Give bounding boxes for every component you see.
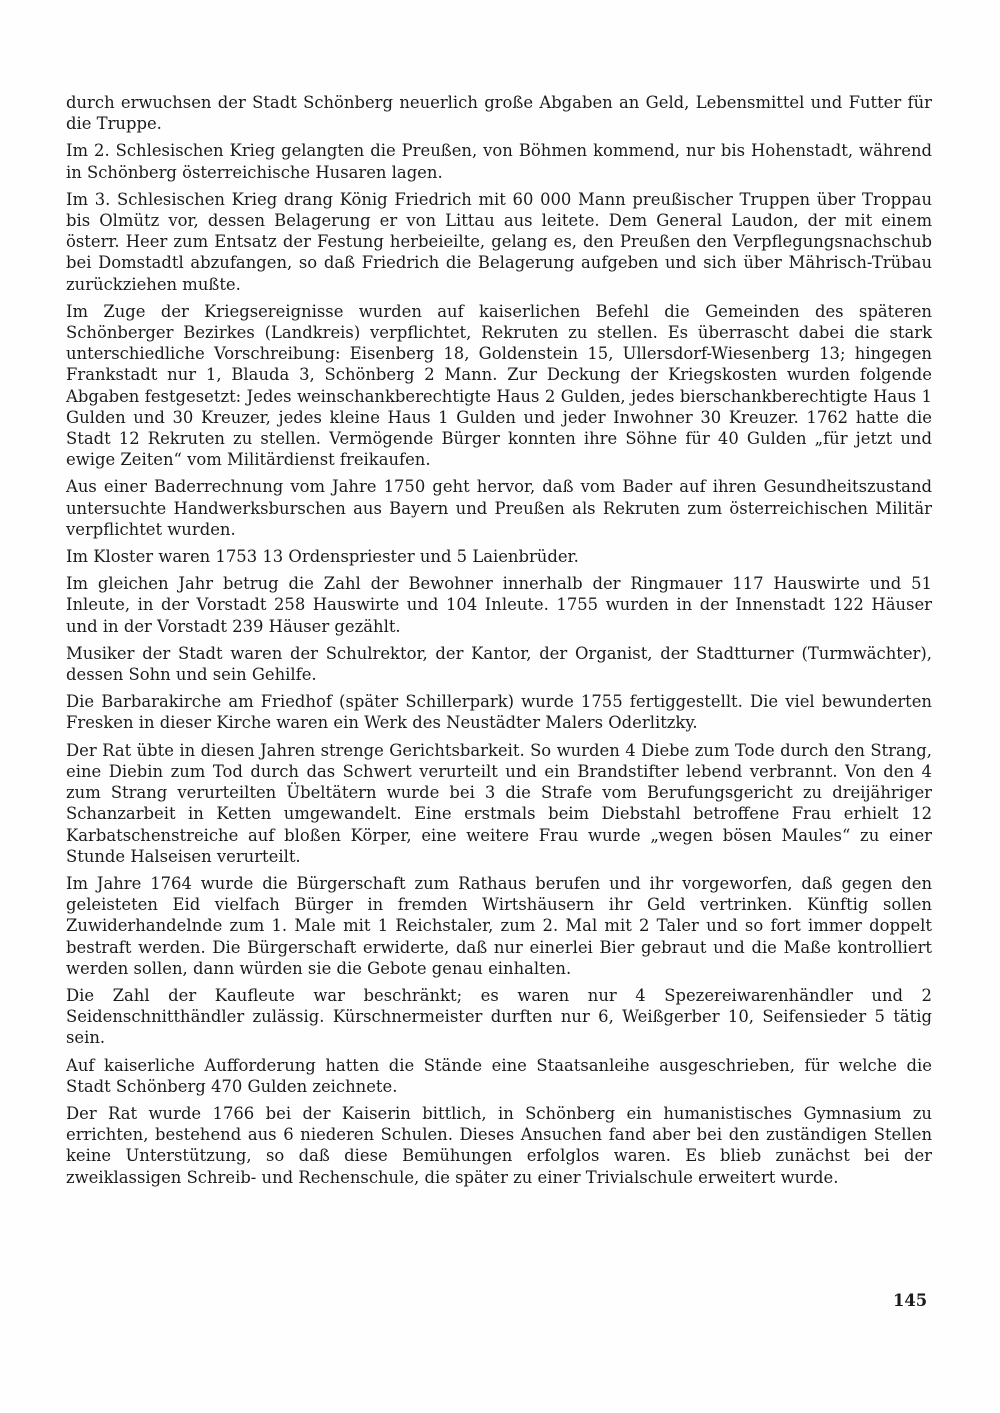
paragraph-gymnasium: Der Rat wurde 1766 bei der Kaiserin bittlich, in Schönberg ein humanistisches Gymnasium zu errichten, bestehend aus 6 niederen Schulen. Dieses Ansuchen fand aber bei den zuständigen Stellen keine Unterstützung, so daß diese Bemühungen erfolglos waren. Es blieb zunächst bei der zweiklassigen Schreib- und Rechenschule, die später zu einer Trivialschule erweitert wurde. xyxy=(66,1103,932,1187)
paragraph-population: Im gleichen Jahr betrug die Zahl der Bewohner innerhalb der Ringmauer 117 Hauswirte und 51 Inleute, in der Vorstadt 258 Hauswirte und 104 Inleute. 1755 wurden in der Innenstadt 122 Häuser und in der Vorstadt 239 Häuser gezählt. xyxy=(66,574,932,636)
paragraph-citizenry-1764: Im Jahre 1764 wurde die Bürgerschaft zum Rathaus berufen und ihr vorgeworfen, daß gegen den geleisteten Eid vielfach Bürger in fremden Wirtshäusern ihr Geld vertrinken. Künftig sollen Zuwiderhandelnde zum 1. Male mit 1 Reichstaler, zum 2. Mal mit 2 Taler und so fort immer doppelt bestraft werden. Die Bürgerschaft erwiderte, daß nur einerlei Bier gebraut und die Maße kontrolliert werden sollen, dann würden sie die Gebote genau einhalten. xyxy=(66,873,932,978)
paragraph-musicians: Musiker der Stadt waren der Schulrektor, der Kantor, der Organist, der Stadtturner (Turmwächter), dessen Sohn und sein Gehilfe. xyxy=(66,643,932,685)
paragraph-second-silesian-war: Im 2. Schlesischen Krieg gelangten die Preußen, von Böhmen kommend, nur bis Hohenstadt, während in Schönberg österreichische Husaren lagen. xyxy=(66,141,932,182)
paragraph-recruits: Im Zuge der Kriegsereignisse wurden auf kaiserlichen Befehl die Gemeinden des späteren Schönberger Bezirkes (Landkreis) verpflichtet, Rekruten zu stellen. Es überrascht dabei die stark unterschiedliche Vorschreibung: Eisenberg 18, Goldenstein 15, Ullersdorf-Wiesenberg 13; hingegen Frankstadt nur 1, Blauda 3, Schönberg 2 Mann. Zur Deckung der Kriegskosten wurden folgende Abgaben festgesetzt: Jedes weinschankberechtigte Haus 2 Gulden, jedes bierschankberechtigte Haus 1 Gulden und 30 Kreuzer, jedes kleine Haus 1 Gulden und jeder Inwohner 30 Kreuzer. 1762 hatte die Stadt 12 Rekruten zu stellen. Vermögende Bürger konnten ihre Söhne für 40 Gulden „für jetzt und ewige Zeiten“ vom Militärdienst freikaufen. xyxy=(66,301,932,470)
paragraph-monastery: Im Kloster waren 1753 13 Ordenspriester und 5 Laienbrüder. xyxy=(66,547,579,567)
paragraph-barbara-church: Die Barbarakirche am Friedhof (später Schillerpark) wurde 1755 fertiggestellt. Die viel bewunderten Fresken in dieser Kirche waren ein Werk des Neustädter Malers Oderlitzky. xyxy=(66,692,932,733)
paragraph-merchants: Die Zahl der Kaufleute war beschränkt; es waren nur 4 Spezereiwarenhändler und 2 Seidenschnitthändler zulässig. Kürschnermeister durften nur 6, Weißgerber 10, Seifensieder 5 tätig sein. xyxy=(66,985,932,1048)
paragraph-third-silesian-war: Im 3. Schlesischen Krieg drang König Friedrich mit 60 000 Mann preußischer Truppen über Troppau bis Olmütz vor, dessen Belagerung er von Littau aus leitete. Dem General Laudon, der mit einem österr. Heer zum Entsatz der Festung herbeieilte, gelang es, den Preußen den Verpflegungsnachschub bei Domstadtl abzufangen, so daß Friedrich die Belagerung aufgeben und sich über Mährisch-Trübau zurückziehen mußte. xyxy=(66,189,932,294)
paragraph-bader-account: Aus einer Baderrechnung vom Jahre 1750 geht hervor, daß vom Bader auf ihren Gesundheitszustand untersuchte Handwerksburschen aus Bayern und Preußen als Rekruten zum österreichischen Militär verpflichtet wurden. xyxy=(66,477,932,539)
paragraph-jurisdiction: Der Rat übte in diesen Jahren strenge Gerichtsbarkeit. So wurden 4 Diebe zum Tode durch den Strang, eine Diebin zum Tod durch das Schwert verurteilt und ein Brandstifter lebend verbrannt. Von den 4 zum Strang verurteilten Übeltätern wurde bei 3 die Strafe vom Berufungsgericht zu dreijähriger Schanzarbeit in Ketten umgewandelt. Eine erstmals beim Diebstahl betroffene Frau erhielt 12 Karbatschenstreiche auf bloßen Körper, eine weitere Frau wurde „wegen bösen Maules“ zu einer Stunde Halseisen verurteilt. xyxy=(66,740,932,866)
paragraph-war-levies: durch erwuchsen der Stadt Schönberg neuerlich große Abgaben an Geld, Lebensmittel und Futter für die Truppe. xyxy=(66,93,932,134)
paragraph-state-loan: Auf kaiserliche Aufforderung hatten die Stände eine Staatsanleihe ausgeschrieben, für welche die Stadt Schönberg 470 Gulden zeichnete. xyxy=(66,1055,932,1096)
page-number: 145 xyxy=(893,1291,928,1310)
body-text xyxy=(66,92,932,1194)
